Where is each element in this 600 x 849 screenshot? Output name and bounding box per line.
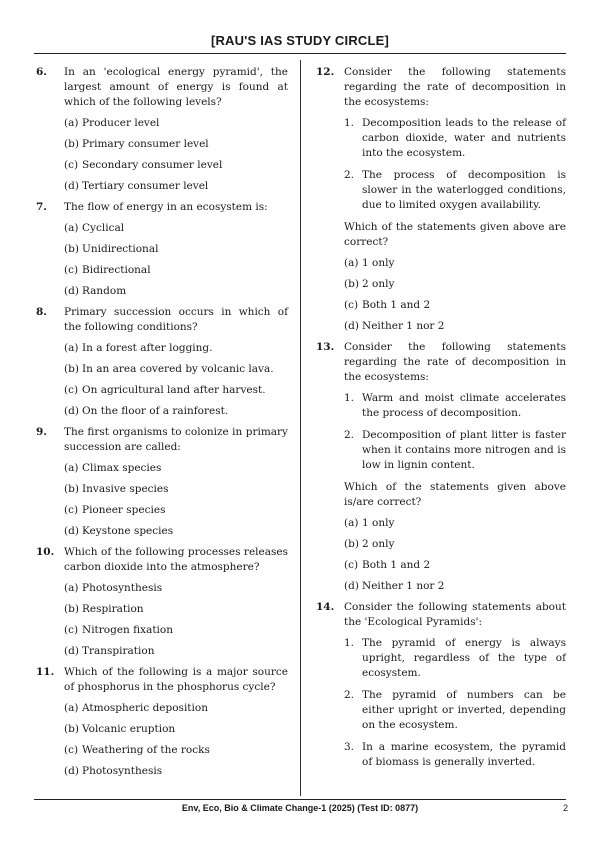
statement	[344, 391, 566, 421]
option-text: Unidirectional	[82, 243, 159, 255]
option-label: (c)	[64, 384, 79, 396]
statement-text: Decomposition of plant litter is faster when it contains more nitrogen and is low in lignin content.	[362, 429, 566, 471]
question-number: 12.	[316, 66, 335, 78]
question-text: Consider the following statements regarding the rate of decomposition in the ecosystems:	[344, 66, 566, 108]
question-number: 6.	[36, 66, 47, 78]
answer-option	[64, 602, 288, 617]
footer-rule	[34, 799, 566, 800]
option-label: (a)	[64, 117, 79, 129]
option-label: (d)	[64, 525, 79, 537]
answer-option	[64, 524, 288, 539]
option-text: On the floor of a rainforest.	[82, 405, 229, 417]
answer-option	[64, 722, 288, 737]
question	[36, 545, 288, 659]
answer-option	[64, 362, 288, 377]
page-header-title: [RAU'S IAS STUDY CIRCLE]	[210, 33, 390, 48]
option-text: Bidirectional	[82, 264, 151, 276]
option-text: 1 only	[362, 517, 395, 529]
question	[36, 305, 288, 419]
statement	[344, 428, 566, 473]
answer-option	[64, 263, 288, 278]
option-text: Producer level	[82, 117, 160, 129]
question	[316, 600, 566, 770]
option-label: (a)	[344, 517, 359, 529]
answer-option	[64, 179, 288, 194]
option-text: Primary consumer level	[82, 138, 209, 150]
option-label: (c)	[64, 744, 79, 756]
statement-number: 1.	[344, 392, 355, 404]
option-label: (b)	[64, 138, 79, 150]
statement-number: 2.	[344, 689, 355, 701]
statement-text: The pyramid of energy is always upright, regardless of the type of ecosystem.	[362, 637, 566, 679]
option-label: (b)	[64, 723, 79, 735]
question-number: 8.	[36, 306, 47, 318]
option-label: (c)	[344, 299, 359, 311]
answer-option	[64, 623, 288, 638]
statement	[344, 636, 566, 681]
option-label: (a)	[64, 342, 79, 354]
option-text: Tertiary consumer level	[82, 180, 209, 192]
answer-option	[64, 242, 288, 257]
option-label: (a)	[64, 462, 79, 474]
answer-option	[344, 579, 566, 594]
option-text: 1 only	[362, 257, 395, 269]
statement-list	[344, 116, 566, 213]
option-label: (b)	[64, 603, 79, 615]
question	[36, 425, 288, 539]
option-label: (a)	[64, 582, 79, 594]
answer-option	[64, 461, 288, 476]
option-text: Random	[82, 285, 127, 297]
option-label: (c)	[64, 159, 79, 171]
statement-text: Warm and moist climate accelerates the process of decomposition.	[362, 392, 566, 419]
option-text: Invasive species	[82, 483, 169, 495]
answer-option	[344, 319, 566, 334]
option-label: (b)	[64, 243, 79, 255]
answer-option	[344, 256, 566, 271]
option-label: (a)	[64, 702, 79, 714]
answer-option	[64, 221, 288, 236]
statement-number: 2.	[344, 169, 355, 181]
option-text: Pioneer species	[82, 504, 166, 516]
question	[36, 200, 288, 299]
answer-option	[64, 158, 288, 173]
question-text: The flow of energy in an ecosystem is:	[64, 201, 268, 213]
option-text: Weathering of the rocks	[82, 744, 210, 756]
option-text: Secondary consumer level	[82, 159, 223, 171]
question-number: 10.	[36, 546, 55, 558]
option-text: In an area covered by volcanic lava.	[82, 363, 274, 375]
question-prompt: Which of the statements given above is/are correct?	[344, 481, 566, 508]
question-number: 9.	[36, 426, 47, 438]
option-text: Transpiration	[82, 645, 155, 657]
footer-text: Env, Eco, Bio & Climate Change-1 (2025) (Test ID: 0877)	[181, 803, 419, 813]
question-text: The first organisms to colonize in primary succession are called:	[64, 426, 288, 453]
answer-option	[64, 482, 288, 497]
question-number: 14.	[316, 601, 335, 613]
question-number: 11.	[36, 666, 55, 678]
option-label: (c)	[64, 624, 79, 636]
statement	[344, 116, 566, 161]
option-text: Both 1 and 2	[362, 559, 431, 571]
question-text: Which of the following processes releases carbon dioxide into the atmosphere?	[64, 546, 288, 573]
option-text: Respiration	[82, 603, 144, 615]
option-list	[344, 516, 566, 594]
answer-option	[64, 341, 288, 356]
option-text: Climax species	[82, 462, 162, 474]
answer-option	[64, 284, 288, 299]
question	[36, 65, 288, 194]
question-text: Consider the following statements about the 'Ecological Pyramids':	[344, 601, 566, 628]
option-label: (b)	[64, 483, 79, 495]
header-rule	[34, 53, 566, 54]
option-label: (b)	[344, 538, 359, 550]
option-list	[64, 221, 288, 299]
option-label: (d)	[64, 180, 79, 192]
question-number: 13.	[316, 341, 335, 353]
question-text: Which of the following is a major source of phosphorus in the phosphorus cycle?	[64, 666, 288, 693]
option-text: Neither 1 nor 2	[362, 320, 445, 332]
answer-option	[64, 743, 288, 758]
option-text: Neither 1 nor 2	[362, 580, 445, 592]
question	[36, 665, 288, 779]
option-text: Volcanic eruption	[82, 723, 176, 735]
statement	[344, 740, 566, 770]
option-label: (d)	[344, 580, 359, 592]
statement-list	[344, 636, 566, 770]
option-label: (c)	[64, 264, 79, 276]
option-label: (b)	[344, 278, 359, 290]
answer-option	[64, 503, 288, 518]
answer-option	[344, 516, 566, 531]
option-list	[64, 341, 288, 419]
option-list	[64, 461, 288, 539]
option-list	[64, 116, 288, 194]
option-label: (c)	[64, 504, 79, 516]
left-column	[36, 65, 288, 785]
option-label: (c)	[344, 559, 359, 571]
statement-number: 2.	[344, 429, 355, 441]
statement-text: Decomposition leads to the release of carbon dioxide, water and nutrients into the ecosystem.	[362, 117, 566, 159]
option-text: Atmospheric deposition	[82, 702, 208, 714]
statement-text: In a marine ecosystem, the pyramid of biomass is generally inverted.	[362, 741, 566, 768]
option-text: Nitrogen fixation	[82, 624, 173, 636]
answer-option	[64, 701, 288, 716]
option-label: (d)	[64, 765, 79, 777]
option-label: (d)	[64, 405, 79, 417]
statement-number: 1.	[344, 117, 355, 129]
column-divider	[300, 60, 301, 796]
statement-list	[344, 391, 566, 473]
question	[316, 65, 566, 334]
question-number: 7.	[36, 201, 47, 213]
option-list	[64, 701, 288, 779]
option-label: (d)	[344, 320, 359, 332]
option-text: Cyclical	[82, 222, 125, 234]
answer-option	[344, 558, 566, 573]
answer-option	[64, 137, 288, 152]
question-text: Consider the following statements regarding the rate of decomposition in the ecosystems:	[344, 341, 566, 383]
right-column	[316, 65, 566, 777]
answer-option	[344, 537, 566, 552]
answer-option	[344, 298, 566, 313]
question-text: Primary succession occurs in which of the following conditions?	[64, 306, 288, 333]
option-text: 2 only	[362, 538, 395, 550]
page-number: 2	[562, 803, 568, 813]
option-label: (a)	[344, 257, 359, 269]
answer-option	[64, 581, 288, 596]
question-text: In an 'ecological energy pyramid', the largest amount of energy is found at which of the following levels?	[64, 66, 288, 108]
option-label: (d)	[64, 285, 79, 297]
option-label: (d)	[64, 645, 79, 657]
answer-option	[64, 764, 288, 779]
option-text: On agricultural land after harvest.	[82, 384, 266, 396]
statement	[344, 688, 566, 733]
statement-number: 1.	[344, 637, 355, 649]
option-text: Both 1 and 2	[362, 299, 431, 311]
question-prompt: Which of the statements given above are correct?	[344, 221, 566, 248]
option-list	[64, 581, 288, 659]
statement-text: The process of decomposition is slower in the waterlogged conditions, due to limited oxygen availability.	[362, 169, 566, 211]
option-label: (a)	[64, 222, 79, 234]
statement-text: The pyramid of numbers can be either upright or inverted, depending on the ecosystem.	[362, 689, 566, 731]
answer-option	[344, 277, 566, 292]
statement-number: 3.	[344, 741, 355, 753]
option-text: In a forest after logging.	[82, 342, 213, 354]
option-label: (b)	[64, 363, 79, 375]
option-text: Photosynthesis	[82, 765, 163, 777]
option-text: Keystone species	[82, 525, 174, 537]
option-text: Photosynthesis	[82, 582, 163, 594]
option-list	[344, 256, 566, 334]
answer-option	[64, 116, 288, 131]
question	[316, 340, 566, 594]
answer-option	[64, 383, 288, 398]
answer-option	[64, 404, 288, 419]
answer-option	[64, 644, 288, 659]
statement	[344, 168, 566, 213]
option-text: 2 only	[362, 278, 395, 290]
